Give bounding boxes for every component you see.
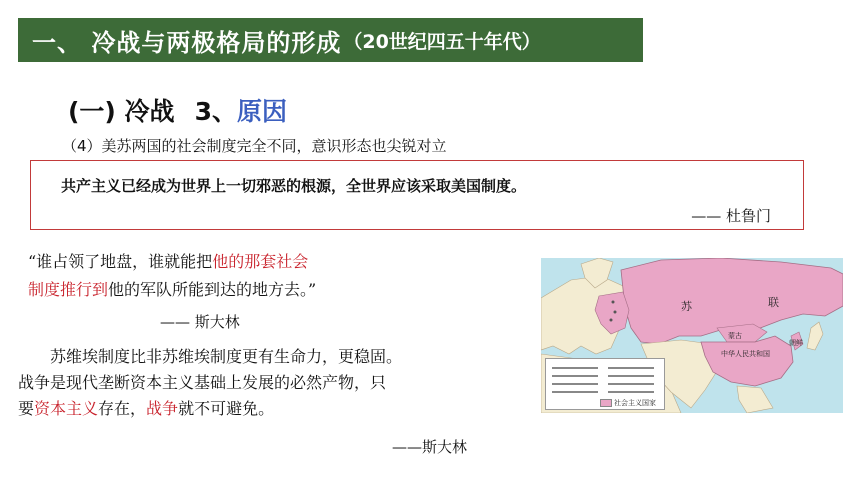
- heading-number: 3、: [194, 97, 237, 126]
- stalin-quote-line-1: [28, 248, 316, 276]
- map-label-korea: 朝鲜: [789, 339, 803, 347]
- socialist-countries-map: [541, 258, 843, 413]
- map-legend: [545, 358, 665, 410]
- subheading: （4）美苏两国的社会制度完全不同，意识形态也尖锐对立: [62, 137, 447, 155]
- topic-heading: [68, 92, 287, 128]
- truman-quote-source: —— 杜鲁门: [691, 207, 771, 225]
- stalin-quote-source: —— 斯大林: [160, 313, 240, 331]
- section-title-period: （20世纪四五十年代）: [343, 30, 541, 53]
- paragraph-text: 要: [18, 399, 35, 418]
- truman-quote-text: 共产主义已经成为世界上一切邪恶的根源，全世界应该采取美国制度。: [61, 177, 527, 195]
- legend-swatch: [600, 399, 612, 407]
- paragraph-highlight: 战争: [146, 399, 179, 418]
- stalin-quote-highlight: 他的那套社会: [212, 252, 309, 271]
- heading-reason: 原因: [236, 97, 287, 126]
- stalin-quote: [28, 248, 316, 304]
- stalin-paragraph-source: ——斯大林: [392, 438, 468, 456]
- paragraph-text: 存在，: [98, 399, 147, 418]
- paragraph-text: 就不可避免。: [178, 399, 275, 418]
- map-label-lian: 联: [768, 296, 779, 309]
- paragraph-line-1: 苏维埃制度比非苏维埃制度更有生命力，更稳固。: [50, 347, 403, 366]
- section-title: 一、 冷战与两极格局的形成: [32, 28, 342, 57]
- section-title-bar: [18, 18, 643, 62]
- map-label-su: 苏: [681, 300, 692, 313]
- stalin-quote-text: “谁占领了地盘，谁就能把: [28, 252, 213, 271]
- paragraph-highlight: 资本主义: [34, 399, 99, 418]
- legend-caption: 社会主义国家: [614, 399, 656, 407]
- paragraph-line-3: [18, 396, 523, 422]
- map-label-mongolia: 蒙古: [728, 332, 742, 340]
- heading-part-cold-war: (一) 冷战: [68, 97, 175, 126]
- stalin-quote-line-2: [28, 276, 316, 304]
- paragraph-line-2: 战争是现代垄断资本主义基础上发展的必然产物，只: [18, 373, 387, 392]
- map-label-china: 中华人民共和国: [721, 350, 770, 358]
- stalin-paragraph: [18, 344, 523, 422]
- stalin-quote-highlight: 制度推行到: [28, 280, 109, 299]
- truman-quote-box: [30, 160, 804, 230]
- stalin-quote-text: 他的军队所能到达的地方去。”: [108, 280, 317, 299]
